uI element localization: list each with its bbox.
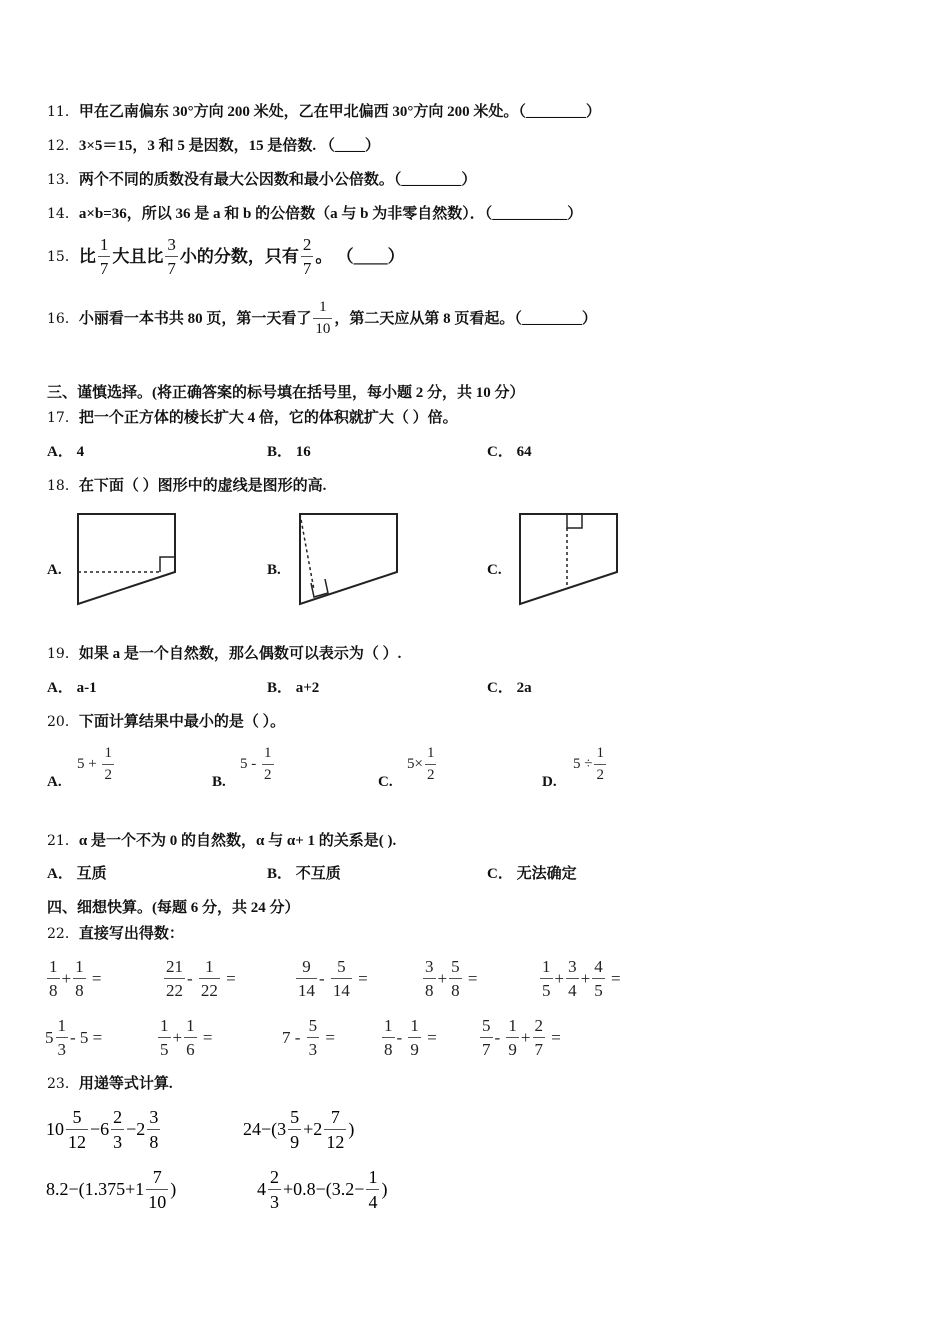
fraction: [408, 1017, 421, 1058]
denominator: 14: [331, 978, 352, 999]
expr-text: ): [170, 1179, 177, 1199]
fraction: [425, 746, 437, 783]
denominator: 8: [147, 1129, 160, 1151]
section-4-heading: 四、细想快算。(每题 6 分，共 24 分）: [47, 900, 300, 916]
expr-text: -: [319, 968, 329, 988]
expr-text: ): [348, 1119, 355, 1139]
expr-text: +: [580, 968, 591, 988]
fraction: [268, 1168, 281, 1211]
denominator: 9: [408, 1037, 421, 1058]
denominator: 14: [296, 978, 317, 999]
denominator: 6: [184, 1037, 197, 1058]
denominator: 7: [165, 256, 178, 277]
expr-text: 8.2−(1.375+1: [46, 1179, 145, 1199]
q20-option-b-label[interactable]: B.: [212, 774, 226, 790]
denominator: 9: [288, 1129, 301, 1151]
denominator: 22: [199, 978, 220, 999]
section-3-heading: 三、谨慎选择。(将正确答案的标号填在括号里，每小题 2 分，共 10 分）: [47, 385, 525, 401]
expr-text: =: [353, 968, 368, 988]
numerator: 1: [57, 1016, 66, 1035]
denominator: 3: [307, 1037, 320, 1058]
denominator: 12: [66, 1129, 88, 1151]
denominator: 8: [423, 978, 436, 999]
q22-expr-4: [421, 958, 477, 999]
numerator: 1: [542, 957, 551, 976]
fraction: [423, 958, 436, 999]
figure-a: [78, 514, 175, 604]
question-20: 20．下面计算结果中最小的是（ ）。: [47, 714, 286, 730]
fraction: [296, 958, 317, 999]
q18-option-c[interactable]: C.: [487, 562, 502, 578]
denominator: 7: [480, 1037, 493, 1058]
denominator: 2: [102, 764, 114, 783]
numerator: 1: [410, 1016, 419, 1035]
q19-option-a[interactable]: A． a-1: [47, 680, 97, 696]
expr-text: 5 -: [240, 756, 260, 772]
question-21: 21．α 是一个不为 0 的自然数，α 与 α+ 1 的关系是( ).: [47, 833, 397, 849]
fraction: [331, 958, 352, 999]
expr-text: =: [547, 1027, 561, 1047]
expr-text: 5 +: [77, 756, 101, 772]
q17-option-b[interactable]: B． 16: [267, 444, 311, 460]
fraction: [184, 1017, 197, 1058]
question-14: 14．a×b=36，所以 36 是 a 和 b 的公倍数（a 与 b 为非零自然数）．（__________）: [47, 206, 583, 222]
question-15: 15． 比 $\frac{1}{7}$ 大且比 $\frac{3}{7}$ 小的分数，只有 $\frac{2}{7}$ 。 （____）: [47, 235, 405, 278]
fraction: [164, 958, 185, 999]
numerator: 3: [568, 957, 577, 976]
numerator: 1: [508, 1016, 517, 1035]
question-23: 23．用递等式计算.: [47, 1076, 173, 1092]
denominator: 3: [268, 1189, 281, 1211]
expr-text: +2: [303, 1119, 323, 1139]
denominator: 5: [540, 978, 553, 999]
q21-option-b[interactable]: B． 不互质: [267, 866, 341, 882]
q17-option-c[interactable]: C． 64: [487, 444, 532, 460]
q23-expr-4: [257, 1168, 387, 1211]
numerator: 1: [99, 235, 109, 254]
question-16: 16． 小丽看一本书共 80 页，第一天看了 $\frac{1}{10}$ ，第二天应从第 8 页看起。（________）: [47, 299, 597, 337]
numerator: 5: [72, 1107, 82, 1127]
q19-option-b[interactable]: B． a+2: [267, 680, 320, 696]
numerator: 5: [290, 1107, 300, 1127]
q20-option-a-expr: [77, 746, 116, 783]
expr-text: 大且比: [112, 246, 164, 266]
fraction: [366, 1168, 379, 1211]
expr-text: 比: [78, 246, 96, 266]
question-19: 19．如果 a 是一个自然数，那么偶数可以表示为（ ）.: [47, 646, 402, 662]
q20-option-b-expr: [240, 746, 276, 783]
numerator: 3: [149, 1107, 159, 1127]
q22-expr-2: [162, 958, 236, 999]
fraction: [449, 958, 462, 999]
denominator: 10: [146, 1189, 168, 1211]
question-22: 22．直接写出得数：: [47, 926, 184, 942]
expr-text: ): [381, 1179, 388, 1199]
fraction: [262, 746, 274, 783]
expr-text: 5×: [407, 756, 423, 772]
expr-text: =: [606, 968, 621, 988]
q21-option-a[interactable]: A． 互质: [47, 866, 107, 882]
denominator: 8: [449, 978, 462, 999]
expr-text: +0.8−(3.2−: [283, 1179, 365, 1199]
expr-text: +: [61, 968, 72, 988]
q22-expr-1: [45, 958, 101, 999]
q18-option-b[interactable]: B.: [267, 562, 281, 578]
q22-expr-8: [282, 1017, 335, 1058]
q22-expr-3: [294, 958, 368, 999]
expr-text: +: [172, 1027, 183, 1047]
numerator: 9: [302, 957, 311, 976]
denominator: 7: [301, 256, 314, 277]
expr-text: -: [494, 1027, 505, 1047]
question-17: 17．把一个正方体的棱长扩大 4 倍，它的体积就扩大（ ）倍。: [47, 410, 458, 426]
expr-text: 5 ÷: [573, 756, 593, 772]
denominator: 7: [533, 1037, 546, 1058]
expr-text: 5: [45, 1027, 54, 1047]
fraction: [158, 1017, 171, 1058]
question-11: 11．甲在乙南偏东 30°方向 200 米处，乙在甲北偏西 30°方向 200 米处。（________）: [47, 104, 601, 120]
q23-expr-2: [243, 1108, 354, 1151]
denominator: 5: [592, 978, 605, 999]
fraction: [56, 1017, 69, 1058]
numerator: 2: [270, 1167, 279, 1187]
numerator: 4: [594, 957, 603, 976]
fraction: [111, 1108, 124, 1151]
expr-text: -: [187, 968, 197, 988]
numerator: 1: [319, 299, 327, 315]
figure-b: [300, 514, 397, 604]
expr-text: +: [437, 968, 448, 988]
denominator: 2: [262, 764, 274, 783]
q18-option-a[interactable]: A.: [47, 562, 62, 578]
fraction: [592, 958, 605, 999]
numerator: 1: [384, 1016, 393, 1035]
numerator: 5: [337, 957, 346, 976]
fraction: [147, 1108, 160, 1151]
expr-text: =: [321, 1027, 336, 1047]
numerator: 1: [186, 1016, 195, 1035]
q19-option-c[interactable]: C． 2a: [487, 680, 532, 696]
numerator: 3: [425, 957, 434, 976]
numerator: 1: [49, 957, 58, 976]
numerator: 2: [534, 1016, 544, 1035]
numerator: 5: [308, 1016, 318, 1035]
numerator: 1: [264, 745, 272, 761]
expr-text: =: [422, 1027, 437, 1047]
expr-text: 。 （____）: [315, 246, 405, 266]
numerator: 1: [368, 1167, 378, 1187]
fraction: [506, 1017, 519, 1058]
denominator: 8: [382, 1037, 395, 1058]
denominator: 2: [594, 764, 606, 783]
q23-expr-1: [46, 1108, 162, 1151]
q17-option-a[interactable]: A． 4: [47, 444, 85, 460]
denominator: 7: [98, 256, 111, 277]
numerator: 1: [75, 957, 84, 976]
denominator: 10: [313, 318, 332, 337]
q22-expr-5: [538, 958, 621, 999]
fraction: [199, 958, 220, 999]
q21-option-c[interactable]: C． 无法确定: [487, 866, 577, 882]
denominator: 9: [506, 1037, 519, 1058]
question-18: 18．在下面（ ）图形中的虚线是图形的高.: [47, 478, 327, 494]
question-13: 13．两个不同的质数没有最大公因数和最小公倍数。（________）: [47, 172, 477, 188]
expr-text: =: [87, 968, 102, 988]
numerator: 7: [152, 1167, 162, 1187]
expr-text: 10: [46, 1119, 64, 1139]
expr-text: 24−(3: [243, 1119, 287, 1139]
fraction: [566, 958, 579, 999]
fraction: [480, 1017, 493, 1058]
q22-expr-7: [156, 1017, 212, 1058]
numerator: 1: [104, 745, 112, 761]
q20-option-c-label[interactable]: C.: [378, 774, 393, 790]
expr-text: =: [221, 968, 236, 988]
expr-text: ，第二天应从第 8 页看起。（________）: [334, 310, 597, 327]
numerator: 1: [596, 745, 604, 761]
numerator: 7: [330, 1107, 340, 1127]
expr-text: - 5 =: [70, 1027, 103, 1047]
expr-text: +: [554, 968, 565, 988]
expr-text: =: [198, 1027, 213, 1047]
denominator: 3: [56, 1037, 69, 1058]
q20-option-d-label[interactable]: D.: [542, 774, 557, 790]
denominator: 8: [47, 978, 60, 999]
denominator: 8: [73, 978, 86, 999]
q20-option-c-expr: [407, 746, 438, 783]
fraction: [66, 1108, 88, 1151]
expr-text: 小丽看一本书共 80 页，第一天看了: [78, 310, 312, 327]
numerator: 5: [482, 1016, 491, 1035]
denominator: 2: [425, 764, 437, 783]
expr-text: −2: [126, 1119, 146, 1139]
question-12: 12．3×5＝15，3 和 5 是因数，15 是倍数. （____）: [47, 138, 380, 154]
fraction: [47, 958, 60, 999]
denominator: 22: [164, 978, 185, 999]
numerator: 3: [167, 235, 176, 254]
expr-text: +: [520, 1027, 531, 1047]
q20-option-a-label[interactable]: A.: [47, 774, 62, 790]
fraction: [146, 1168, 168, 1211]
expr-text: -: [396, 1027, 407, 1047]
fraction: [382, 1017, 395, 1058]
fraction: [533, 1017, 546, 1058]
fraction: [594, 746, 606, 783]
q22-expr-9: [380, 1017, 437, 1058]
numerator: 2: [302, 235, 312, 254]
denominator: 12: [324, 1129, 346, 1151]
fraction: [307, 1017, 320, 1058]
expr-text: −6: [90, 1119, 110, 1139]
q23-expr-3: [46, 1168, 176, 1211]
numerator: 5: [451, 957, 460, 976]
expr-text: 小的分数，只有: [179, 246, 299, 266]
numerator: 21: [166, 957, 183, 976]
fraction: [288, 1108, 301, 1151]
numerator: 1: [426, 745, 435, 761]
expr-text: 4: [257, 1179, 266, 1199]
denominator: 5: [158, 1037, 171, 1058]
fraction: [324, 1108, 346, 1151]
denominator: 4: [366, 1189, 379, 1211]
figure-c: [520, 514, 617, 604]
expr-text: =: [463, 968, 478, 988]
denominator: 4: [566, 978, 579, 999]
fraction: [102, 746, 114, 783]
denominator: 3: [111, 1129, 124, 1151]
numerator: 1: [205, 957, 214, 976]
fraction: [540, 958, 553, 999]
numerator: 1: [160, 1016, 169, 1035]
expr-text: 7 -: [282, 1027, 305, 1047]
q22-expr-10: [478, 1017, 561, 1058]
fraction: [73, 958, 86, 999]
numerator: 2: [113, 1107, 123, 1127]
q20-option-d-expr: [573, 746, 608, 783]
q22-expr-6: [45, 1017, 102, 1058]
